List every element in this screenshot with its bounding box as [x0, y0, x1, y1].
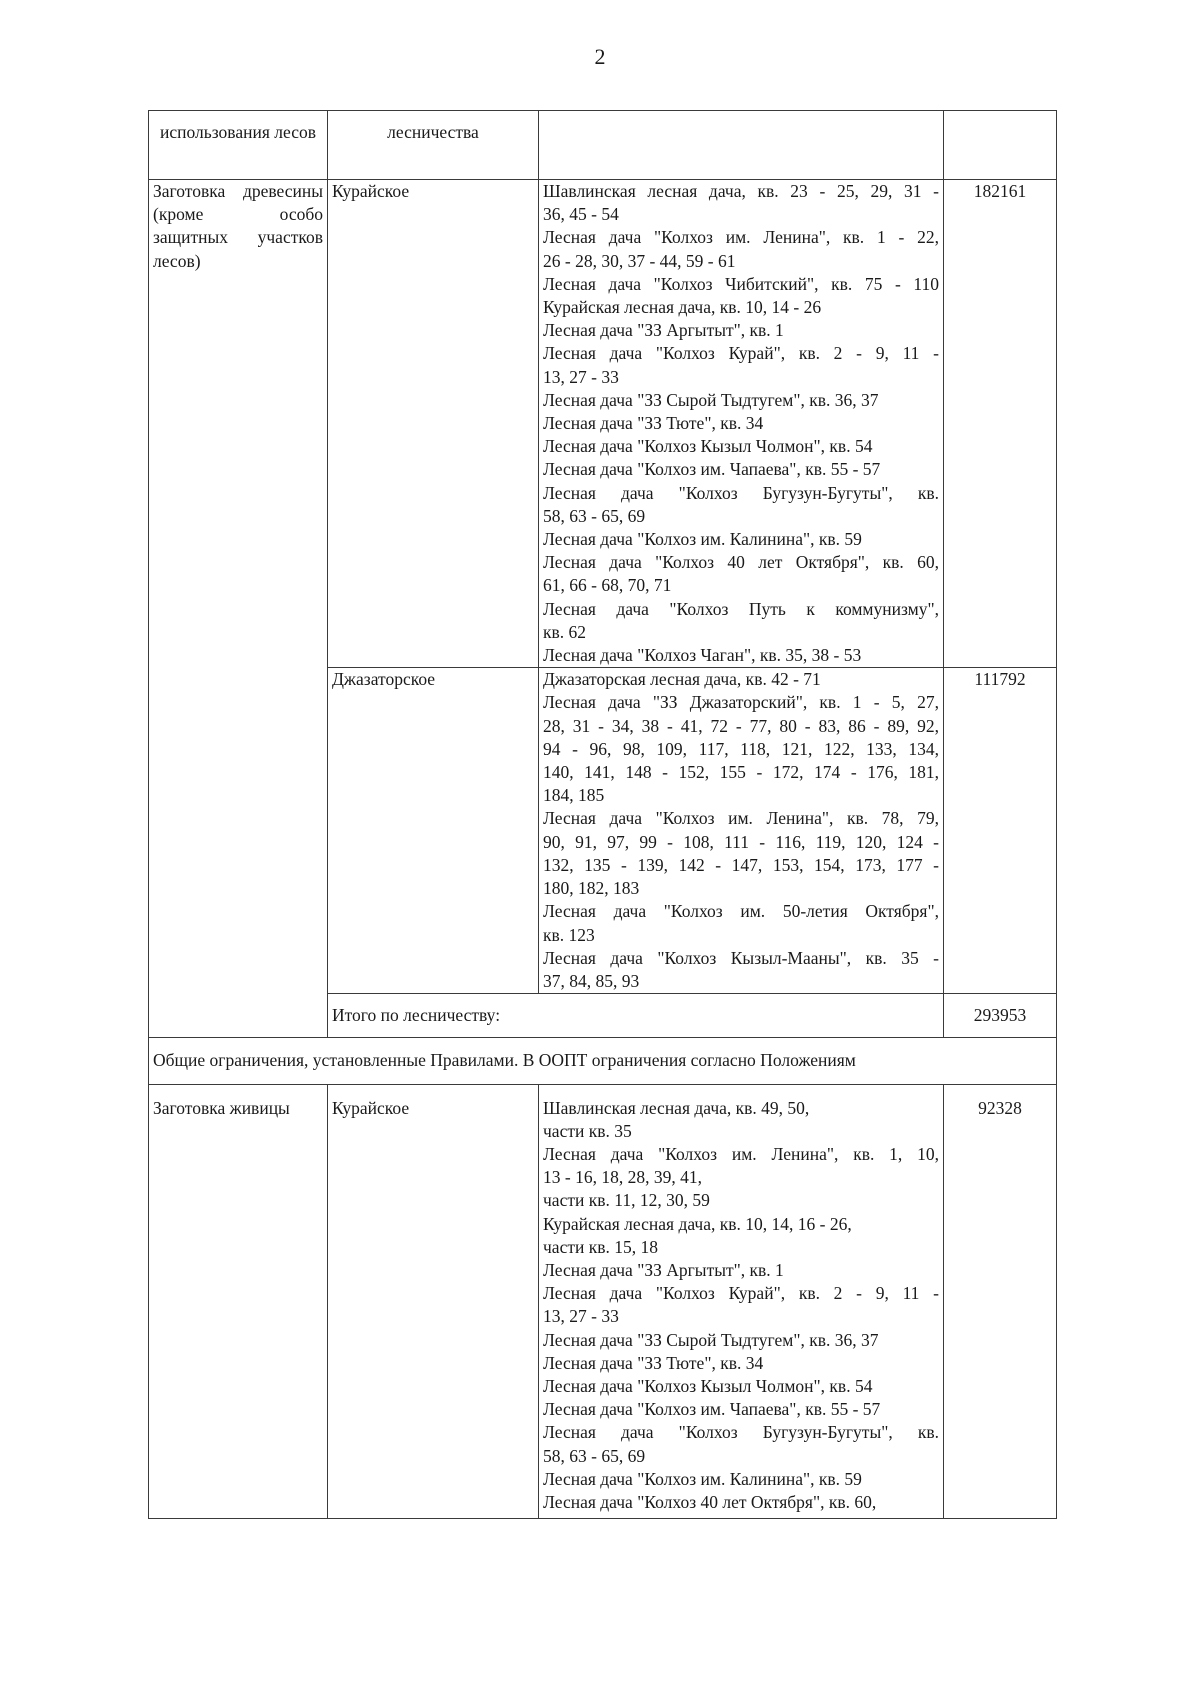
description-line: Лесная дача "Колхоз Путь к коммунизму", [543, 598, 939, 619]
description-line: 26 - 28, 30, 37 - 44, 59 - 61 [543, 250, 736, 271]
description-line: Лесная дача "Колхоз им. Ленина", кв. 78, 79, [543, 808, 939, 829]
description-line: 61, 66 - 68, 70, 71 [543, 575, 672, 596]
description-line: Лесная дача "Колхоз им. 50-летия Октября", [543, 901, 939, 922]
description-line: Лесная дача "Колхоз Кызыл Чолмон", кв. 54 [543, 1375, 873, 1396]
description-line: Лесная дача "Колхоз Чибитский", кв. 75 - 110 [543, 273, 939, 294]
description-line: Лесная дача "ЗЗ Сырой Тыдтугем", кв. 36, 37 [543, 1329, 879, 1350]
description-line: Лесная дача "Колхоз им. Ленина", кв. 1, 10, [543, 1143, 939, 1164]
description-line: Лесная дача "Колхоз Кызыл Чолмон", кв. 54 [543, 436, 873, 457]
header-area [944, 111, 1057, 180]
page-number: 2 [594, 44, 606, 69]
resin-forestry: Курайское [328, 1084, 539, 1519]
header-description [539, 111, 944, 180]
description-line: 132, 135 - 139, 142 - 147, 153, 154, 173, 177 - [543, 854, 939, 875]
description-line: Лесная дача "ЗЗ Аргытыт", кв. 1 [543, 1259, 784, 1280]
description-line: кв. 62 [543, 621, 587, 642]
description-line: 13 - 16, 18, 28, 39, 41, [543, 1167, 702, 1188]
description-line: 13, 27 - 33 [543, 1306, 619, 1327]
description-line: Джазаторская лесная дача, кв. 42 - 71 [543, 669, 821, 690]
description-line: 28, 31 - 34, 38 - 41, 72 - 77, 80 - 83, 86 - 89, 92, [543, 715, 939, 736]
description-line: части кв. 15, 18 [543, 1236, 658, 1257]
description-line: Лесная дача "Колхоз 40 лет Октября", кв. 60, [543, 1491, 877, 1512]
description-line: Лесная дача "Колхоз Бугузун-Бугуты", кв. [543, 482, 939, 503]
description-line: Лесная дача "Колхоз им. Калинина", кв. 59 [543, 1468, 862, 1489]
description-line: 184, 185 [543, 785, 605, 806]
restrictions-cell [149, 1038, 1057, 1084]
description-line: Шавлинская лесная дача, кв. 49, 50, [543, 1097, 810, 1118]
table-row-resin-kuray [149, 1084, 1057, 1519]
description-line: Лесная дача "ЗЗ Тюте", кв. 34 [543, 413, 764, 434]
description-line: 140, 141, 148 - 152, 155 - 172, 174 - 176, 181, [543, 762, 939, 783]
description-line: Лесная дача "Колхоз Бугузун-Бугуты", кв. [543, 1422, 939, 1443]
description-line: кв. 123 [543, 924, 595, 945]
header-use-type: использования лесов [149, 111, 328, 180]
forest-use-table [148, 110, 1057, 1519]
description-line: части кв. 35 [543, 1120, 632, 1141]
description-line: Лесная дача "Колхоз им. Чапаева", кв. 55 - 57 [543, 1399, 881, 1420]
description-line: Лесная дача "Колхоз Курай", кв. 2 - 9, 11 - [543, 1283, 939, 1304]
description-line: Лесная дача "ЗЗ Аргытыт", кв. 1 [543, 320, 784, 341]
description-line: Курайская лесная дача, кв. 10, 14 - 26 [543, 297, 822, 318]
description-line: Лесная дача "Колхоз Курай", кв. 2 - 9, 11 - [543, 343, 939, 364]
description-line: Лесная дача "Колхоз 40 лет Октября", кв. 60, [543, 552, 939, 573]
timber-dzhazator-area: 111792 [944, 668, 1057, 994]
description-line: 37, 84, 85, 93 [543, 970, 640, 991]
description-line: Лесная дача "ЗЗ Тюте", кв. 34 [543, 1352, 764, 1373]
description-line: 90, 91, 97, 99 - 108, 111 - 116, 119, 120, 124 - [543, 831, 939, 852]
description-line: Курайская лесная дача, кв. 10, 14, 16 - 26, [543, 1213, 852, 1234]
description-line: Лесная дача "Колхоз Кызыл-Мааны", кв. 35 - [543, 947, 939, 968]
resin-use-type: Заготовка живицы [149, 1084, 328, 1519]
table-header-row [149, 111, 1057, 180]
header-forestry: лесничества [328, 111, 539, 180]
timber-dzhazator-forestry: Джазаторское [328, 668, 539, 994]
timber-use-type: Заготовка древесины (кроме особо защитных участков лесов) [153, 181, 323, 271]
timber-dzhazator-description [539, 668, 944, 994]
description-line: 13, 27 - 33 [543, 366, 619, 387]
restrictions-text: Общие ограничения, установленные Правилами. В ООПТ ограничения согласно Положениям [153, 1050, 856, 1071]
description-line: Лесная дача "Колхоз им. Чапаева", кв. 55 - 57 [543, 459, 881, 480]
description-line: Лесная дача "ЗЗ Сырой Тыдтугем", кв. 36, 37 [543, 389, 879, 410]
description-line: 180, 182, 183 [543, 878, 640, 899]
resin-description [539, 1084, 944, 1519]
description-line: Лесная дача "ЗЗ Джазаторский", кв. 1 - 5, 27, [543, 692, 939, 713]
timber-kuray-forestry: Курайское [328, 180, 539, 668]
description-line: Шавлинская лесная дача, кв. 23 - 25, 29, 31 - [543, 181, 939, 201]
description-line: 94 - 96, 98, 109, 117, 118, 121, 122, 133, 134, [543, 738, 939, 759]
timber-kuray-description [539, 180, 944, 668]
timber-total-label: Итого по лесничеству: [328, 994, 944, 1038]
description-line: 36, 45 - 54 [543, 204, 619, 225]
description-line: Лесная дача "Колхоз Чаган", кв. 35, 38 - 53 [543, 645, 862, 666]
resin-area: 92328 [944, 1084, 1057, 1519]
timber-kuray-area: 182161 [944, 180, 1057, 668]
description-line: Лесная дача "Колхоз им. Ленина", кв. 1 - 22, [543, 227, 939, 248]
description-line: Лесная дача "Колхоз им. Калинина", кв. 59 [543, 529, 862, 550]
timber-total-value: 293953 [944, 994, 1057, 1038]
description-line: 58, 63 - 65, 69 [543, 1445, 646, 1466]
description-line: части кв. 11, 12, 30, 59 [543, 1190, 710, 1211]
table-row-timber-kuray [149, 180, 1057, 668]
table-row-restrictions [149, 1038, 1057, 1084]
description-line: 58, 63 - 65, 69 [543, 505, 646, 526]
timber-use-type-cell [149, 180, 328, 1038]
